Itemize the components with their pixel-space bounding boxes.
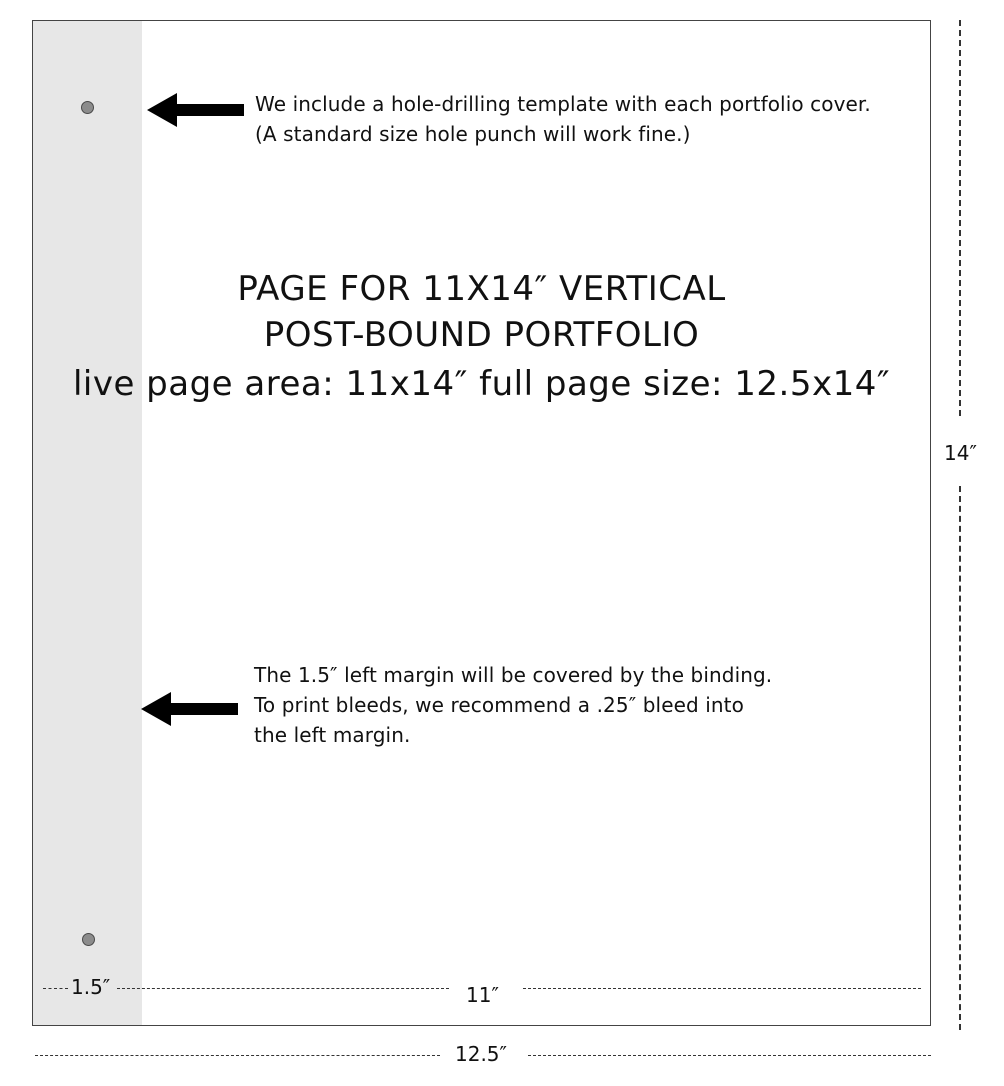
page-size-line: live page area: 11x14″ full page size: 12.5x14″: [72, 364, 891, 404]
page-title-line-2: POST-BOUND PORTFOLIO: [263, 315, 700, 355]
height-dimension-label: 14″: [944, 441, 977, 465]
binding-margin: [33, 21, 142, 1025]
bottom-binding-hole: [82, 933, 95, 946]
arrow-left-icon: [147, 93, 247, 127]
portfolio-page: [32, 20, 931, 1026]
full-width-dimension-line: [35, 1055, 440, 1056]
left-margin-dimension-label: 1.5″: [71, 975, 111, 999]
live-width-dimension-line: [117, 988, 449, 989]
left-margin-dimension-line: [43, 988, 68, 989]
hole-template-note: We include a hole-drilling template with each portfolio cover. (A standard size hole punch will work fine.): [255, 92, 871, 146]
left-margin-note: The 1.5″ left margin will be covered by the binding. To print bleeds, we recommend a .25″ bleed into the left margin.: [254, 663, 773, 747]
full-width-dimension-line: [528, 1055, 931, 1056]
height-dimension-line: [959, 20, 961, 416]
top-binding-hole: [81, 101, 94, 114]
arrow-left-icon: [141, 692, 241, 726]
height-dimension-line: [959, 486, 961, 1030]
page-title-line-1: PAGE FOR 11X14″ VERTICAL: [237, 269, 726, 309]
full-width-dimension-label: 12.5″: [455, 1042, 508, 1066]
live-width-dimension-label: 11″: [466, 983, 499, 1007]
live-width-dimension-line: [523, 988, 921, 989]
